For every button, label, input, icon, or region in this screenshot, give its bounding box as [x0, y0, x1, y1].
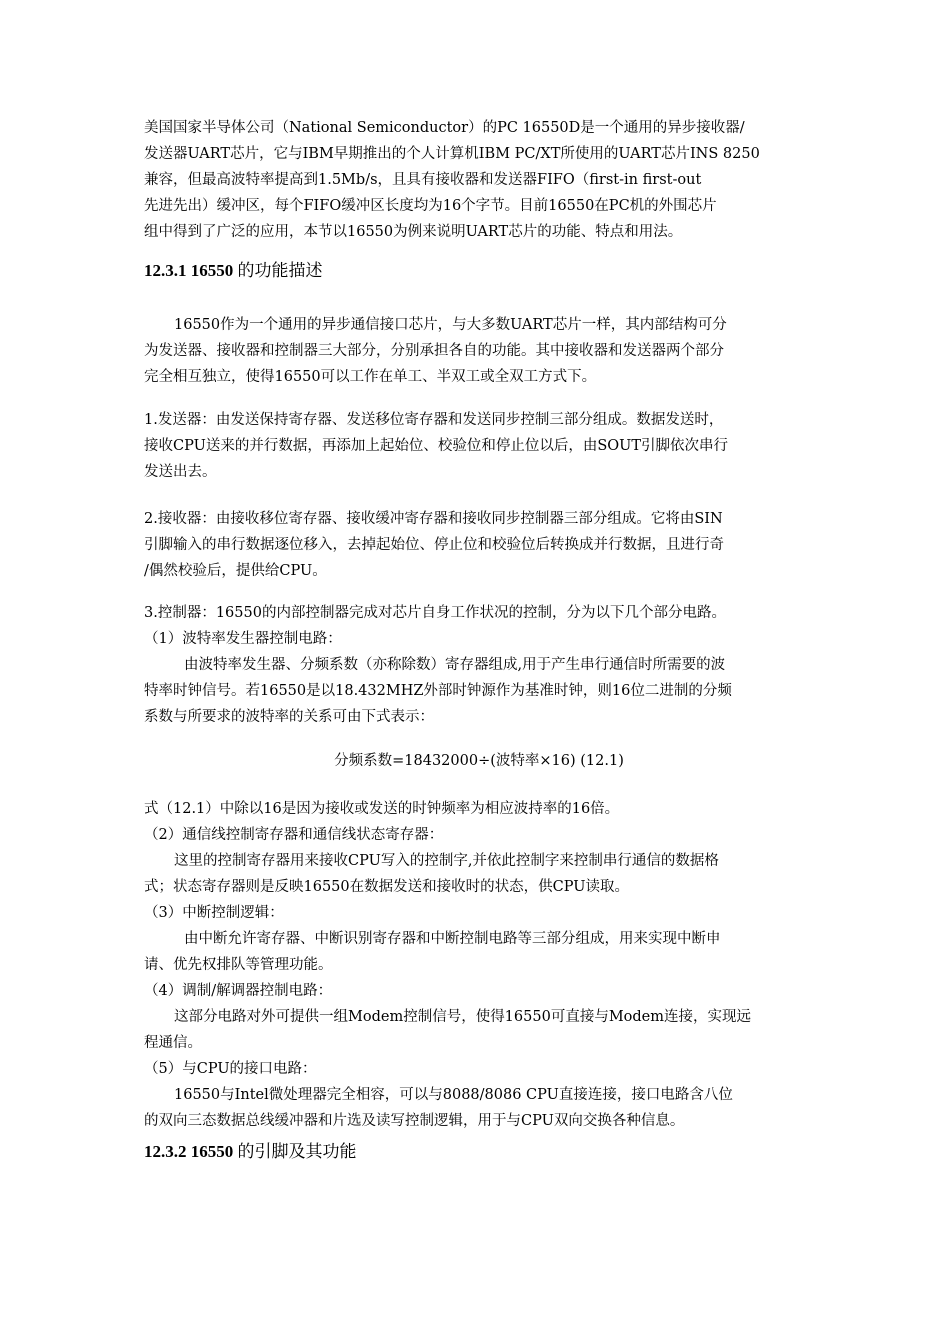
intro-paragraph — [144, 115, 814, 245]
text-line: 请、优先权排队等管理功能。 — [144, 957, 333, 973]
text-line: 美国国家半导体公司（National Semiconductor）的PC 16550D是一个通用的异步接收器/ — [144, 120, 745, 136]
paragraph-controller-continued — [144, 796, 814, 1134]
section-title: 的引脚及其功能 — [237, 1142, 357, 1161]
text-line: 兼容，但最高波特率提高到1.5Mb/s，且具有接收器和发送器FIFO（first-in first-out — [144, 172, 702, 188]
text-line: 式；状态寄存器则是反映16550在数据发送和接收时的状态，供CPU读取。 — [144, 879, 629, 895]
text-line: 发送出去。 — [144, 464, 217, 480]
text-line: 这部分电路对外可提供一组Modem控制信号，使得16550可直接与Modem连接，实现远 — [174, 1009, 752, 1025]
section-heading-2 — [144, 1140, 357, 1164]
text-line: 系数与所要求的波特率的关系可由下式表示： — [144, 709, 434, 725]
text-line: 为发送器、接收器和控制器三大部分，分别承担各自的功能。其中接收器和发送器两个部分 — [144, 343, 724, 359]
paragraph-receiver — [144, 506, 814, 584]
section-number: 12.3.2 16550 — [144, 1142, 234, 1161]
formula-12-1: 分频系数=18432000÷(波特率×16) (12.1) — [334, 753, 624, 769]
text-line: 3.控制器：16550的内部控制器完成对芯片自身工作状况的控制，分为以下几个部分电路。 — [144, 605, 726, 621]
text-line: 组中得到了广泛的应用，本节以16550为例来说明UART芯片的功能、特点和用法。 — [144, 224, 683, 240]
section-number: 12.3.1 16550 — [144, 261, 234, 280]
text-line: 16550与Intel微处理器完全相容，可以与8088/8086 CPU直接连接，接口电路含八位 — [174, 1087, 733, 1103]
text-line: 的双向三态数据总线缓冲器和片选及读写控制逻辑，用于与CPU双向交换各种信息。 — [144, 1113, 685, 1129]
paragraph-transmitter — [144, 407, 814, 485]
text-line: 2.接收器：由接收移位寄存器、接收缓冲寄存器和接收同步控制器三部分组成。它将由SIN — [144, 511, 723, 527]
text-line: 接收CPU送来的并行数据，再添加上起始位、校验位和停止位以后，由SOUT引脚依次串行 — [144, 438, 729, 454]
paragraph-controller — [144, 600, 814, 730]
subsection-title-modem: （4）调制/解调器控制电路： — [144, 983, 333, 999]
subsection-title-cpu-interface: （5）与CPU的接口电路： — [144, 1061, 317, 1077]
text-line: /偶然校验后，提供给CPU。 — [144, 563, 327, 579]
text-line: 由波特率发生器、分频系数（亦称除数）寄存器组成,用于产生串行通信时所需要的波 — [184, 657, 726, 673]
text-line: 1.发送器：由发送保持寄存器、发送移位寄存器和发送同步控制三部分组成。数据发送时， — [144, 412, 724, 428]
section-heading-1 — [144, 259, 323, 283]
subsection-title-line-control: （2）通信线控制寄存器和通信线状态寄存器： — [144, 827, 444, 843]
text-line: 16550作为一个通用的异步通信接口芯片，与大多数UART芯片一样，其内部结构可分 — [174, 317, 727, 333]
text-line: 发送器UART芯片，它与IBM早期推出的个人计算机IBM PC/XT所使用的UART芯片INS 8250 — [144, 146, 760, 162]
text-line: 由中断允许寄存器、中断识别寄存器和中断控制电路等三部分组成，用来实现中断申 — [184, 931, 721, 947]
text-line: 引脚输入的串行数据逐位移入，去掉起始位、停止位和校验位后转换成并行数据，且进行奇 — [144, 537, 724, 553]
text-line: 完全相互独立，使得16550可以工作在单工、半双工或全双工方式下。 — [144, 369, 597, 385]
section-title: 的功能描述 — [237, 261, 323, 280]
text-line: 先进先出）缓冲区，每个FIFO缓冲区长度均为16个字节。目前16550在PC机的外围芯片 — [144, 198, 717, 214]
text-line: 程通信。 — [144, 1035, 202, 1051]
text-line: 特率时钟信号。若16550是以18.432MHZ外部时钟源作为基准时钟，则16位二进制的分频 — [144, 683, 732, 699]
text-line: 这里的控制寄存器用来接收CPU写入的控制字,并依此控制字来控制串行通信的数据格 — [174, 853, 719, 869]
paragraph-overview — [144, 312, 814, 390]
text-line: 式（12.1）中除以16是因为接收或发送的时钟频率为相应波持率的16倍。 — [144, 801, 620, 817]
subsection-title-baud: （1）波特率发生器控制电路： — [144, 631, 342, 647]
subsection-title-interrupt: （3）中断控制逻辑： — [144, 905, 284, 921]
